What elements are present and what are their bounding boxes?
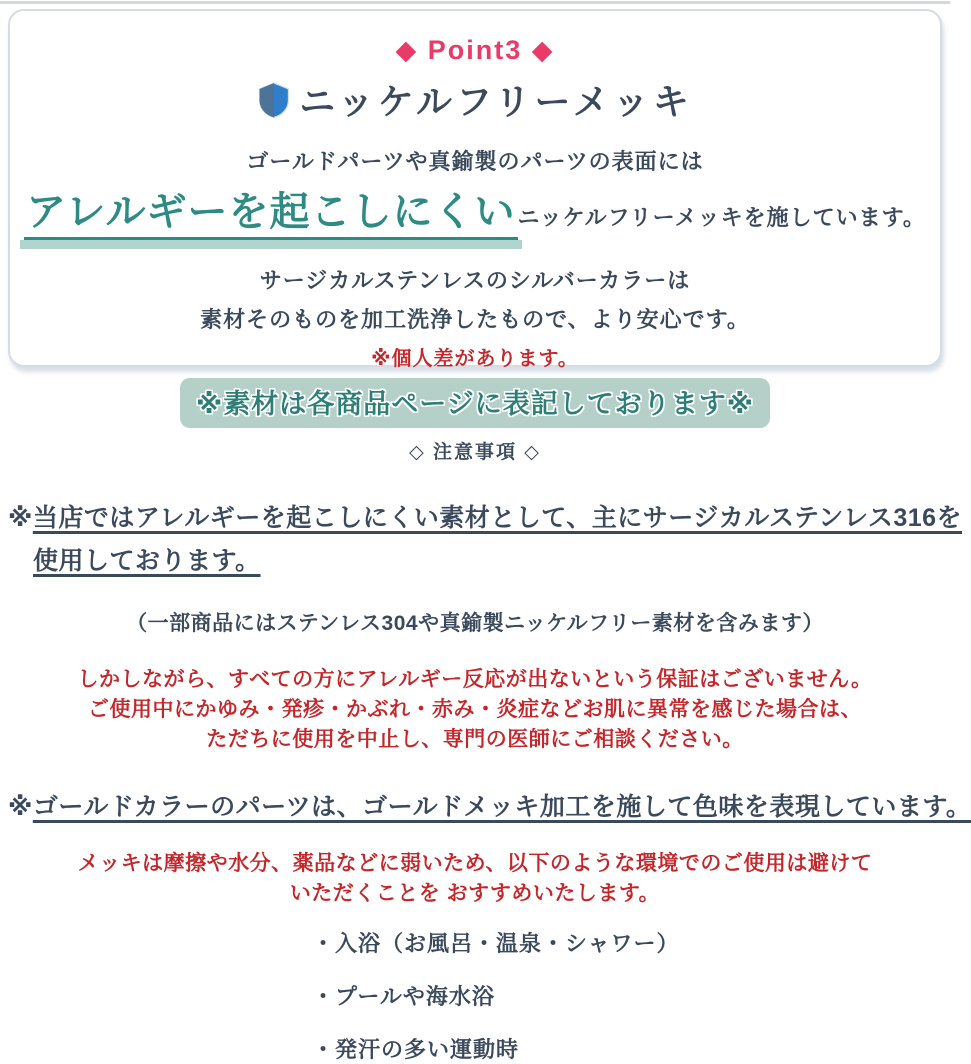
plating-warning-line: メッキは摩擦や水分、薬品などに弱いため、以下のような環境でのご使用は避けて (77, 852, 873, 875)
allergy-highlight-text: アレルギーを起こしにくい (24, 180, 517, 250)
note-stainless-line2 (0, 541, 950, 577)
list-item: ・発汗の多い運動時 (312, 1037, 520, 1062)
note-stainless-line1 (0, 498, 963, 534)
note-stainless-text2: 使用しております。 (33, 547, 261, 575)
warning-line: ただちに使用を中止し、専門の医師にご相談ください。 (206, 728, 744, 751)
note-gold-text: ゴールドカラーのパーツは、ゴールドメッキ加工を施して色味を表現しています。 (32, 793, 971, 821)
shield-icon (257, 81, 291, 119)
notice-heading: ◇ 注意事項 ◇ (409, 442, 541, 463)
card-line-surgical: サージカルステンレスのシルバーカラーは (259, 268, 691, 293)
plating-warning-paragraph (0, 849, 950, 909)
point3-label: ◆ Point3 ◆ (395, 35, 555, 65)
plating-warning-line: いただくことを おすすめいたします。 (289, 882, 661, 905)
point3-card (8, 9, 942, 419)
material-badge: ※素材は各商品ページに表記しております※ (180, 378, 770, 428)
paren-note: （一部商品にはステンレス304や真鍮製ニッケルフリー素材を含みます） (126, 612, 824, 635)
note-stainless-text1: 当店ではアレルギーを起こしにくい素材として、主にサージカルステンレス316を (32, 504, 963, 532)
warning-line: しかしながら、すべての方にアレルギー反応が出ないという保証はございません。 (77, 668, 873, 691)
list-item: ・プールや海水浴 (312, 984, 495, 1009)
card-title-row (10, 74, 940, 125)
note-gold-color (0, 787, 971, 823)
note-marker: ※ (8, 793, 33, 821)
warning-line: ご使用中にかゆみ・発疹・かぶれ・赤み・炎症などお肌に異常を感じた場合は、 (88, 698, 862, 721)
note-marker: ※ (8, 504, 33, 532)
individual-difference-note: ※個人差があります。 (371, 348, 579, 370)
material-badge-wrap (10, 371, 940, 428)
section-divider (0, 1, 950, 4)
list-item: ・入浴（お風呂・温泉・シャワー） (312, 931, 680, 956)
card-line-gold-parts: ゴールドパーツや真鍮製のパーツの表面には (246, 149, 704, 174)
card-line-material: 素材そのものを加工洗浄したもので、より安心です。 (200, 307, 750, 332)
allergy-warning-paragraph (0, 665, 950, 755)
avoid-environment-list (312, 927, 950, 1064)
allergy-highlight-line (10, 180, 940, 250)
allergy-highlight-suffix: ニッケルフリーメッキを施しています。 (517, 205, 926, 230)
card-title: ニッケルフリーメッキ (299, 81, 693, 122)
